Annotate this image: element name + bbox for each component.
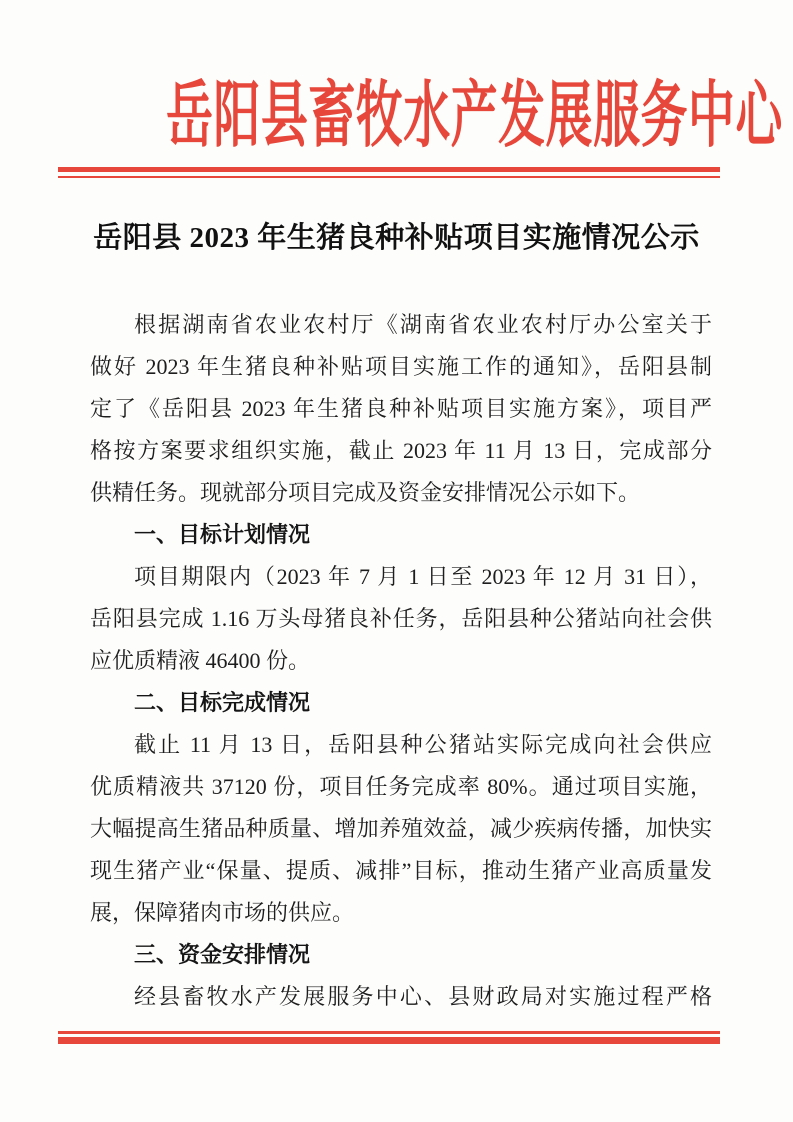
paragraph <box>90 724 712 934</box>
text-line: 项目期限内（2023 年 7 月 1 日至 2023 年 12 月 31 日）， <box>134 564 712 589</box>
paragraph <box>90 976 712 1018</box>
letterhead-rule-thick <box>58 167 720 172</box>
footer-rule-thin <box>58 1031 720 1034</box>
section-heading <box>90 682 712 724</box>
document-title: 岳阳县 2023 年生猪良种补贴项目实施情况公示 <box>93 222 700 254</box>
paragraph <box>90 556 712 682</box>
text-line: 应优质精液 46400 份。 <box>90 648 311 673</box>
text-line: 截止 11 月 13 日，岳阳县种公猪站实际完成向社会供应 <box>134 732 712 757</box>
text-line: 定了《岳阳县 2023 年生猪良种补贴项目实施方案》，项目严 <box>90 396 712 421</box>
text-line: 二、目标完成情况 <box>134 690 311 715</box>
text-line: 一、目标计划情况 <box>134 522 311 547</box>
paragraph <box>90 304 712 514</box>
text-line: 做好 2023 年生猪良种补贴项目实施工作的通知》，岳阳县制 <box>90 354 712 379</box>
footer-rule-thick <box>58 1037 720 1044</box>
letterhead <box>0 64 793 168</box>
letterhead-org-name: 岳阳县畜牧水产发展服务中心 <box>166 76 783 156</box>
letterhead-rule-thin <box>58 176 720 178</box>
text-line: 优质精液共 37120 份，项目任务完成率 80%。通过项目实施， <box>90 774 712 799</box>
text-line: 根据湖南省农业农村厅《湖南省农业农村厅办公室关于 <box>134 312 712 337</box>
document-body <box>90 304 712 1018</box>
section-heading <box>90 934 712 976</box>
text-line: 供精任务。现就部分项目完成及资金安排情况公示如下。 <box>90 480 641 505</box>
text-line: 格按方案要求组织实施，截止 2023 年 11 月 13 日，完成部分 <box>90 438 712 463</box>
text-line: 三、资金安排情况 <box>134 942 311 967</box>
text-line: 现生猪产业“保量、提质、减排”目标，推动生猪产业高质量发 <box>90 858 712 883</box>
text-line: 岳阳县完成 1.16 万头母猪良补任务，岳阳县种公猪站向社会供 <box>90 606 712 631</box>
text-line: 大幅提高生猪品种质量、增加养殖效益，减少疾病传播，加快实 <box>90 816 712 841</box>
text-line: 经县畜牧水产发展服务中心、县财政局对实施过程严格 <box>134 984 712 1009</box>
text-line: 展，保障猪肉市场的供应。 <box>90 900 355 925</box>
section-heading <box>90 514 712 556</box>
